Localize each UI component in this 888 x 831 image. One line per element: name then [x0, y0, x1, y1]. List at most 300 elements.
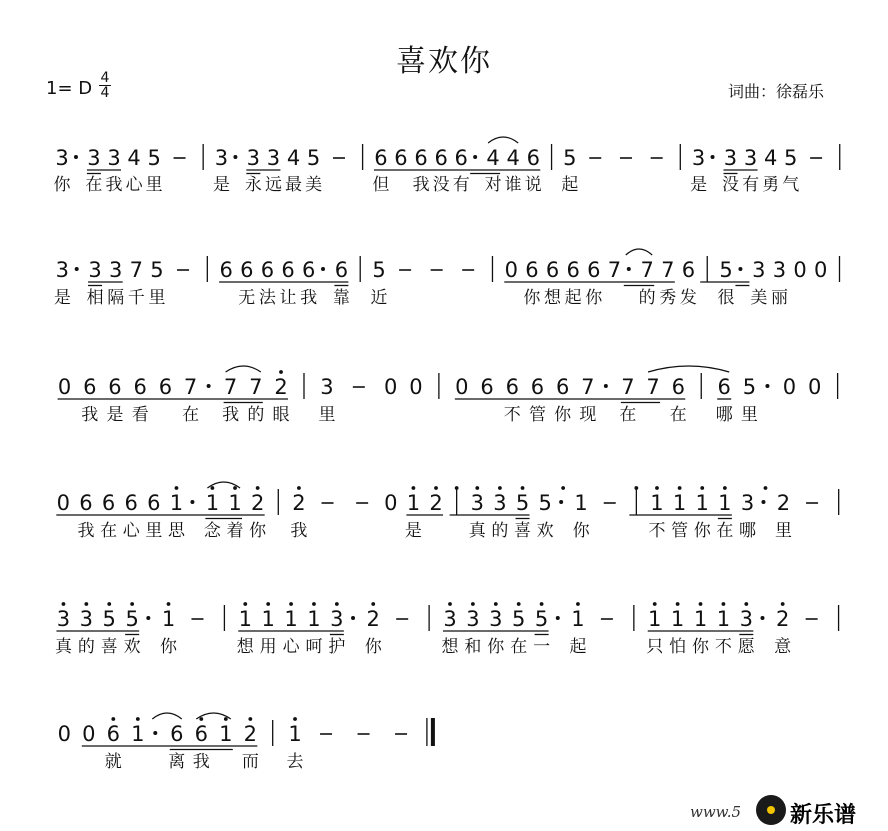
lyric-char: 起	[561, 175, 579, 195]
lyric-char: 在	[510, 637, 528, 657]
octave-dot	[111, 717, 115, 721]
note: 6	[124, 491, 138, 515]
octave-dot	[699, 602, 703, 606]
lyric-char: 气	[782, 175, 800, 195]
note: 6	[260, 258, 275, 282]
note: 6	[101, 491, 116, 515]
note: 3	[55, 146, 69, 170]
lyric-char: 是	[106, 405, 124, 425]
octave-dot	[136, 717, 140, 721]
lyric-char: 去	[286, 752, 304, 772]
augmentation-dot	[207, 384, 211, 388]
lyric-char: 近	[370, 288, 388, 308]
note: 1	[648, 607, 662, 631]
lyric-char: 是	[212, 175, 230, 195]
note: 6	[480, 375, 494, 399]
tie-slur	[626, 249, 652, 255]
lyric-char: 护	[328, 637, 346, 657]
lyric-char: 对	[484, 175, 502, 195]
augmentation-dot	[556, 616, 560, 620]
note: 3	[246, 146, 261, 170]
lyric-char: 想	[441, 637, 459, 657]
note: 4	[127, 146, 141, 170]
note: 1	[205, 491, 220, 515]
note: 2	[775, 607, 790, 631]
octave-dot	[167, 602, 171, 606]
note: 1	[131, 722, 145, 746]
lyric-char: 想	[544, 288, 562, 308]
augmentation-dot	[760, 616, 764, 620]
octave-dot	[678, 486, 682, 490]
note: 0	[814, 258, 828, 282]
note: 6	[301, 258, 316, 282]
note: 1	[672, 491, 687, 515]
lyric-char: 在	[182, 405, 200, 425]
octave-dot	[233, 486, 237, 490]
note: 6	[587, 258, 601, 282]
lyric-char: 法	[258, 288, 276, 308]
lyric-char: 无	[238, 288, 256, 308]
lyric-char: 里	[318, 405, 336, 425]
note: 6	[374, 146, 388, 170]
lyric-char: 现	[579, 405, 597, 425]
lyric-char: 谁	[504, 175, 522, 195]
note: 3	[489, 607, 503, 631]
watermark	[690, 794, 888, 828]
lyric-char: 用	[259, 637, 277, 657]
note: 0	[409, 375, 423, 399]
lyric-char: 起	[569, 637, 587, 657]
octave-dot	[764, 486, 768, 490]
lyric-char: 意	[774, 637, 792, 657]
note: 3	[691, 146, 706, 170]
lyric-char: 在	[716, 521, 734, 541]
note: 1	[307, 607, 321, 631]
lyric-char: 千	[127, 288, 145, 308]
octave-dot	[517, 602, 521, 606]
note: 3	[739, 607, 753, 631]
lyric-char: 你	[160, 637, 178, 657]
note: 1	[161, 607, 176, 631]
octave-dot	[297, 486, 301, 490]
augmentation-dot	[153, 731, 157, 735]
lyric-char: 欢	[123, 637, 141, 657]
note: 3	[320, 375, 334, 399]
note: 5	[306, 146, 321, 170]
octave-dot	[371, 602, 375, 606]
augmentation-dot	[473, 155, 477, 159]
note: 4	[763, 146, 778, 170]
lyric-char: 秀	[659, 288, 677, 308]
note: 1	[650, 491, 664, 515]
octave-dot	[723, 486, 727, 490]
watermark-url: www.5	[690, 803, 742, 821]
tie-slur	[226, 366, 261, 372]
octave-dot	[243, 602, 247, 606]
note: 6	[83, 375, 97, 399]
lyric-char: 着	[226, 521, 244, 541]
song-title: 喜欢你	[396, 44, 492, 79]
lyric-char: 真	[468, 521, 486, 541]
lyric-char: 而	[241, 752, 259, 772]
note: 1	[695, 491, 709, 515]
augmentation-dot	[74, 155, 78, 159]
lyric-char: 但	[372, 175, 390, 195]
lyric-char: 不	[648, 521, 666, 541]
augmentation-dot	[321, 267, 325, 271]
octave-dot	[475, 486, 479, 490]
octave-dot	[676, 602, 680, 606]
note: 6	[170, 722, 184, 746]
octave-dot	[312, 602, 316, 606]
note: 6	[281, 258, 295, 282]
tie-slur	[488, 137, 518, 143]
lyric-char: 就	[104, 752, 122, 772]
vinyl-record-icon	[756, 795, 786, 825]
note: 6	[240, 258, 254, 282]
octave-dot	[224, 717, 228, 721]
note: 4	[486, 146, 500, 170]
lyric-char: 相	[86, 288, 104, 308]
note: 1	[693, 607, 708, 631]
lyric-char: 离	[168, 752, 186, 772]
lyric-char: 在	[669, 405, 687, 425]
note: 0	[57, 375, 72, 399]
lyric-char: 哪	[715, 405, 733, 425]
lyric-char: 最	[285, 175, 303, 195]
lyric-char: 眼	[272, 405, 290, 425]
note: 5	[125, 607, 139, 631]
lyric-char: 起	[564, 288, 582, 308]
lyric-char: 是	[53, 288, 71, 308]
lyric-char: 在	[85, 175, 103, 195]
augmentation-dot	[559, 500, 563, 504]
lyric-char: 怕	[669, 637, 687, 657]
lyric-char: 你	[692, 637, 710, 657]
note: 5	[719, 258, 733, 282]
note: 3	[772, 258, 787, 282]
lyric-char: 愿	[737, 637, 755, 657]
note: 2	[429, 491, 443, 515]
note: 3	[88, 258, 102, 282]
note: 5	[372, 258, 386, 282]
note: 0	[782, 375, 797, 399]
note: 5	[742, 375, 757, 399]
lyric-char: 的	[77, 637, 95, 657]
lyric-char: 我	[77, 521, 95, 541]
note: 6	[133, 375, 147, 399]
note: 1	[219, 722, 233, 746]
lyric-char: 我	[290, 521, 308, 541]
lyric-char: 没	[432, 175, 450, 195]
note: 3	[493, 491, 507, 515]
octave-dot	[455, 486, 459, 490]
lyric-char: 里	[148, 288, 166, 308]
lyric-char: 心	[125, 175, 143, 195]
note: 7	[183, 375, 198, 399]
lyric-char: 喜	[514, 521, 532, 541]
note: 5	[512, 607, 526, 631]
note: 0	[384, 375, 398, 399]
lyric-char: 很	[717, 288, 735, 308]
octave-dot	[199, 717, 203, 721]
note: 0	[455, 375, 469, 399]
lyric-char: 的	[491, 521, 509, 541]
note: 6	[334, 258, 349, 282]
note: 7	[646, 375, 660, 399]
note: 6	[717, 375, 731, 399]
note: 2	[292, 491, 306, 515]
lyric-char: 你	[693, 521, 711, 541]
augmentation-dot	[627, 267, 631, 271]
lyric-char: 你	[585, 288, 603, 308]
octave-dot	[781, 602, 785, 606]
note: 6	[545, 258, 560, 282]
lyric-char: 你	[572, 521, 590, 541]
note: 7	[621, 375, 635, 399]
lyric-char: 你	[554, 405, 572, 425]
note: 1	[228, 491, 242, 515]
note: 5	[150, 258, 164, 282]
note: 3	[743, 146, 758, 170]
augmentation-dot	[233, 155, 237, 159]
octave-dot	[411, 486, 415, 490]
note: 3	[109, 258, 123, 282]
note: 6	[526, 146, 540, 170]
note: 6	[79, 491, 93, 515]
octave-dot	[130, 602, 134, 606]
lyric-char: 靠	[332, 288, 350, 308]
lyric-char: 不	[714, 637, 732, 657]
octave-dot	[210, 486, 214, 490]
note: 0	[793, 258, 807, 282]
note: 1	[406, 491, 421, 515]
note: 0	[807, 375, 822, 399]
lyric-char: 勇	[762, 175, 780, 195]
lyric-char: 有	[742, 175, 760, 195]
note: 7	[607, 258, 622, 282]
octave-dot	[175, 486, 179, 490]
lyric-char: 看	[131, 405, 149, 425]
lyric-char: 心	[122, 521, 140, 541]
augmentation-dot	[146, 616, 150, 620]
lyric-char: 的	[247, 405, 265, 425]
octave-dot	[289, 602, 293, 606]
note: 7	[581, 375, 595, 399]
lyric-char: 一	[533, 637, 551, 657]
octave-dot	[634, 486, 638, 490]
octave-dot	[293, 717, 297, 721]
note: 1	[288, 722, 302, 746]
note: 0	[82, 722, 96, 746]
lyric-char: 里	[145, 521, 163, 541]
note: 1	[718, 491, 732, 515]
octave-dot	[266, 602, 270, 606]
note: 6	[434, 146, 448, 170]
octave-dot	[448, 602, 452, 606]
lyric-char: 你	[523, 288, 541, 308]
note: 2	[250, 491, 265, 515]
key-signature: 1= D	[46, 78, 93, 99]
note: 6	[194, 722, 208, 746]
octave-dot	[471, 602, 475, 606]
note: 7	[661, 258, 675, 282]
lyric-char: 我	[300, 288, 318, 308]
octave-dot	[335, 602, 339, 606]
lyric-char: 管	[671, 521, 689, 541]
lyric-char: 你	[364, 637, 382, 657]
note: 7	[223, 375, 238, 399]
augmentation-dot	[190, 500, 194, 504]
lyric-char: 发	[679, 288, 697, 308]
lyric-char: 美	[305, 175, 323, 195]
lyric-char: 美	[750, 288, 768, 308]
note: 5	[147, 146, 161, 170]
augmentation-dot	[765, 384, 769, 388]
note: 2	[366, 607, 380, 631]
lyric-char: 哪	[739, 521, 757, 541]
lyric-char: 你	[487, 637, 505, 657]
note: 2	[243, 722, 258, 746]
note: 5	[102, 607, 116, 631]
octave-dot	[62, 602, 66, 606]
lyric-char: 喜	[100, 637, 118, 657]
lyric-char: 让	[279, 288, 297, 308]
note: 1	[169, 491, 184, 515]
octave-dot	[561, 486, 565, 490]
note: 3	[266, 146, 281, 170]
lyric-char: 想	[236, 637, 254, 657]
lyric-char: 我	[192, 752, 210, 772]
octave-dot	[494, 602, 498, 606]
note: 1	[574, 491, 588, 515]
lyric-char: 你	[53, 175, 71, 195]
note: 3	[55, 258, 70, 282]
note: 1	[284, 607, 298, 631]
octave-dot	[722, 602, 726, 606]
note: 3	[87, 146, 101, 170]
note: 6	[108, 375, 122, 399]
note: 6	[530, 375, 545, 399]
lyric-char: 心	[282, 637, 300, 657]
lyric-char: 永	[244, 175, 262, 195]
note: 3	[752, 258, 766, 282]
note: 2	[776, 491, 791, 515]
lyric-char: 不	[503, 405, 521, 425]
lyric-char: 远	[264, 175, 282, 195]
note: 1	[238, 607, 252, 631]
note: 7	[129, 258, 144, 282]
lyric-char: 和	[464, 637, 482, 657]
note: 3	[56, 607, 71, 631]
lyric-char: 的	[638, 288, 656, 308]
augmentation-dot	[75, 267, 79, 271]
octave-dot	[434, 486, 438, 490]
lyric-char: 里	[740, 405, 758, 425]
note: 7	[249, 375, 263, 399]
note: 6	[147, 491, 161, 515]
lyric-char: 欢	[536, 521, 554, 541]
lyric-char: 没	[721, 175, 739, 195]
lyric-char: 里	[145, 175, 163, 195]
augmentation-dot	[351, 616, 355, 620]
octave-dot	[653, 602, 657, 606]
octave-dot	[107, 602, 111, 606]
lyric-char: 有	[452, 175, 470, 195]
note: 6	[566, 258, 580, 282]
time-signature-top: 4	[100, 70, 110, 86]
lyric-char: 说	[524, 175, 542, 195]
tie-slur	[152, 713, 181, 719]
octave-dot	[248, 717, 252, 721]
note: 7	[640, 258, 654, 282]
lyric-char: 隔	[107, 288, 125, 308]
note: 4	[286, 146, 301, 170]
octave-dot	[700, 486, 704, 490]
note: 3	[466, 607, 480, 631]
lyric-char: 真	[54, 637, 72, 657]
note: 6	[394, 146, 408, 170]
note: 6	[555, 375, 570, 399]
lyric-char: 呵	[305, 637, 323, 657]
note: 1	[716, 607, 731, 631]
augmentation-dot	[711, 155, 715, 159]
lyric-char: 我	[105, 175, 123, 195]
octave-dot	[84, 602, 88, 606]
note: 0	[57, 722, 71, 746]
lyric-char: 念	[203, 521, 221, 541]
octave-dot	[279, 370, 283, 374]
augmentation-dot	[761, 500, 765, 504]
lyric-char: 在	[100, 521, 118, 541]
note: 6	[158, 375, 173, 399]
lyric-char: 我	[412, 175, 430, 195]
note: 6	[681, 258, 696, 282]
note: 3	[330, 607, 344, 631]
note: 6	[106, 722, 120, 746]
note: 3	[443, 607, 457, 631]
lyric-char: 是	[690, 175, 708, 195]
note: 5	[784, 146, 798, 170]
note: 2	[274, 375, 288, 399]
note: 6	[671, 375, 685, 399]
note: 3	[214, 146, 229, 170]
note: 3	[107, 146, 121, 170]
lyric-char: 你	[249, 521, 267, 541]
note: 4	[506, 146, 520, 170]
note: 5	[538, 491, 552, 515]
lyric-char: 我	[81, 405, 99, 425]
note: 3	[470, 491, 484, 515]
lyric-char: 只	[646, 637, 664, 657]
octave-dot	[498, 486, 502, 490]
note: 5	[515, 491, 530, 515]
note: 0	[504, 258, 518, 282]
time-signature-bottom: 4	[100, 85, 110, 101]
note: 5	[563, 146, 577, 170]
octave-dot	[576, 602, 580, 606]
note: 1	[261, 607, 275, 631]
lyric-char: 思	[167, 521, 185, 541]
lyric-char: 里	[774, 521, 792, 541]
note: 6	[525, 258, 539, 282]
note: 3	[723, 146, 738, 170]
watermark-brand: 新乐谱	[790, 803, 857, 828]
note: 1	[670, 607, 685, 631]
lyric-char: 管	[528, 405, 546, 425]
octave-dot	[521, 486, 525, 490]
note: 6	[414, 146, 428, 170]
